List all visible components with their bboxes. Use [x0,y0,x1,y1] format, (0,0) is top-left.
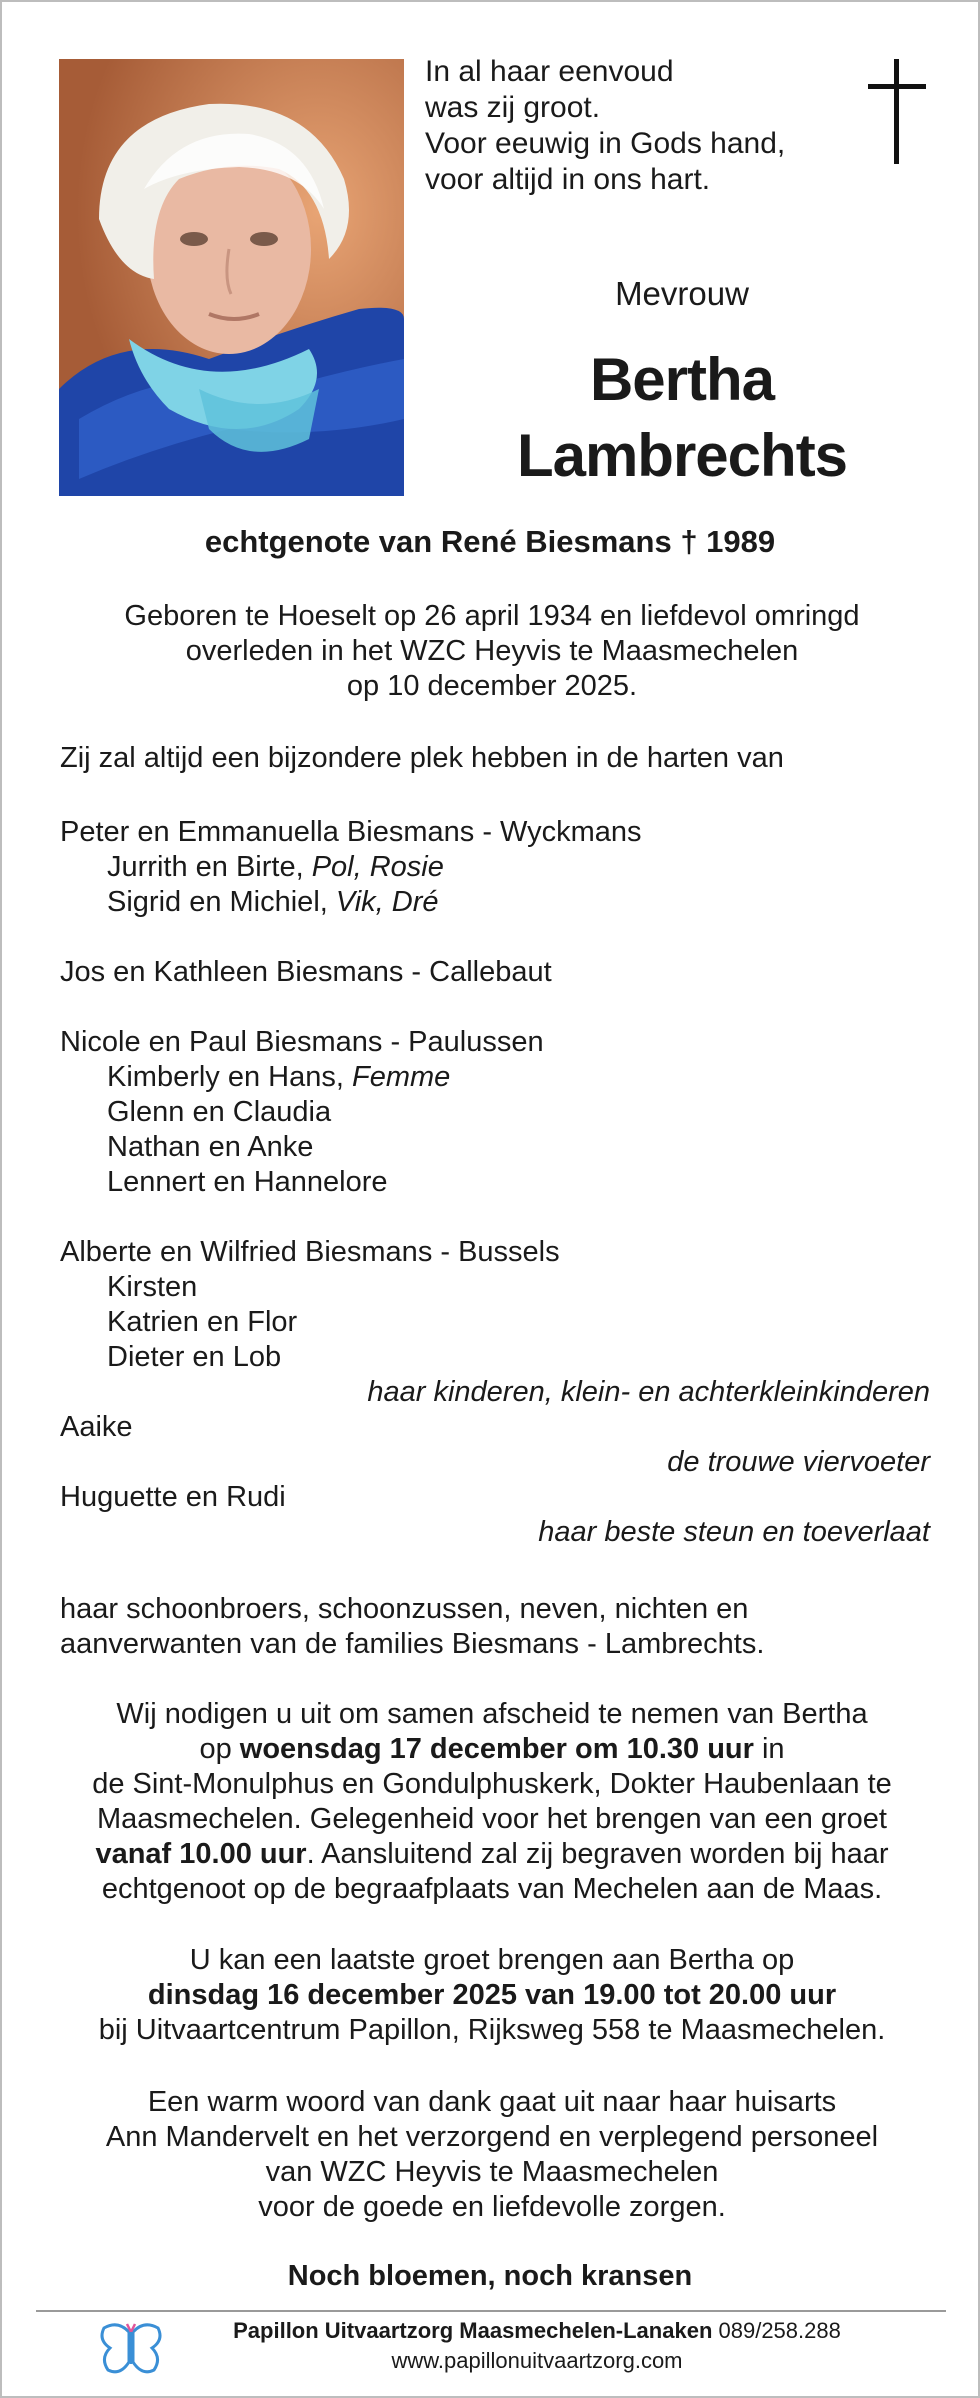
thanks-line: Een warm woord van dank gaat uit naar haar huisarts [147,2086,837,2118]
family-role: de trouwe viervoeter [667,1446,930,1478]
member-names: Katrien en Flor [107,1306,298,1338]
closing-note: Noch bloemen, noch kransen [287,2260,693,2292]
family-spacer [60,920,930,955]
memorial-poem [425,54,785,198]
greeting-time: vanaf 10.00 uur [95,1838,307,1870]
cross-icon [862,59,932,164]
family-member-child [60,1165,930,1200]
visitation-info [62,1943,922,2048]
member-names: Nathan en Anke [107,1131,314,1163]
thanks-line: van WZC Heyvis te Maasmechelen [265,2156,719,2188]
visitation-line: bij Uitvaartcentrum Papillon, Rijksweg 558 te Maasmechelen. [98,2014,886,2046]
family-spacer [60,990,930,1025]
company-line [182,2316,892,2346]
grandchildren-names: Vik, Dré [335,886,439,918]
company-phone: 089/258.288 [712,2318,841,2343]
family-list [60,815,930,1550]
family-member-child [60,1130,930,1165]
family-member-child [60,850,930,885]
member-names: Jos en Kathleen Biesmans - Callebaut [60,956,552,988]
info-line: overleden in het WZC Heyvis te Maasmechelen [185,635,799,667]
family-member-child [60,1060,930,1095]
family-member [60,815,930,850]
family-member-child [60,885,930,920]
thanks-line: Ann Mandervelt en het verzorgend en verplegend personeel [105,2121,879,2153]
family-role: haar beste steun en toeverlaat [538,1516,930,1548]
funeral-date: woensdag 17 december om 10.30 uur [239,1733,754,1765]
funeral-line: echtgenoot op de begraafplaats van Mechelen aan de Maas. [101,1873,883,1905]
info-line: Geboren te Hoeselt op 26 april 1934 en liefdevol omringd [124,600,860,632]
funeral-line: de Sint-Monulphus en Gondulphuskerk, Dokter Haubenlaan te [92,1768,892,1800]
spouse-line: echtgenote van René Biesmans † 1989 [204,524,776,559]
member-names: Glenn en Claudia [107,1096,332,1128]
member-names: Aaike [60,1411,133,1443]
family-member [60,1235,930,1270]
member-names: Lennert en Hannelore [107,1166,388,1198]
family-member [60,1410,930,1445]
grandchildren-names: Pol, Rosie [311,851,444,883]
extended-family [60,1592,930,1662]
funeral-text: op [199,1733,240,1765]
family-member [60,1480,930,1515]
member-names: Jurrith en Birte, [107,851,312,883]
visitation-date: dinsdag 16 december 2025 van 19.00 tot 20.00 uur [147,1979,837,2011]
funeral-line: Maasmechelen. Gelegenheid voor het brengen van een groet [97,1803,887,1835]
deceased-name [422,342,942,494]
family-member-child [60,1305,930,1340]
member-names: Peter en Emmanuella Biesmans - Wyckmans [60,816,642,848]
funeral-line [62,1837,922,1872]
poem-line: In al haar eenvoud [425,55,674,88]
honorific: Mevrouw [615,275,749,312]
extended-line: haar schoonbroers, schoonzussen, neven, nichten en [60,1593,749,1625]
funeral-home-info [182,2316,892,2376]
company-name: Papillon Uitvaartzorg Maasmechelen-Lanaken [233,2318,713,2343]
member-names: Alberte en Wilfried Biesmans - Bussels [60,1236,560,1268]
last-name: Lambrechts [516,422,848,489]
company-website[interactable]: www.papillonuitvaartzorg.com [391,2348,683,2373]
info-line: op 10 december 2025. [346,670,638,702]
family-member [60,955,930,990]
birth-death-info [62,599,922,704]
funeral-line: Wij nodigen u uit om samen afscheid te nemen van Bertha [116,1698,868,1730]
poem-line: was zij groot. [425,91,601,124]
funeral-text: . Aansluitend zal zij begraven worden bij haar [306,1838,889,1870]
first-name: Bertha [589,346,775,413]
family-spacer [60,1200,930,1235]
family-intro: Zij zal altijd een bijzondere plek hebben in de harten van [60,742,784,774]
funeral-info [62,1697,922,1907]
thanks-line: voor de goede en liefdevolle zorgen. [258,2191,726,2223]
visitation-line: U kan een laatste groet brengen aan Bertha op [189,1944,795,1976]
member-names: Kirsten [107,1271,198,1303]
grandchildren-names: Femme [352,1061,451,1093]
family-member-child [60,1095,930,1130]
family-member [60,1025,930,1060]
poem-line: voor altijd in ons hart. [425,163,711,196]
member-names: Nicole en Paul Biesmans - Paulussen [60,1026,544,1058]
family-member-child [60,1270,930,1305]
member-names: Dieter en Lob [107,1341,282,1373]
member-names: Sigrid en Michiel, [107,886,336,918]
thanks-message [62,2085,922,2225]
funeral-text: in [753,1733,785,1765]
poem-line: Voor eeuwig in Gods hand, [425,127,786,160]
portrait-photo [59,59,404,496]
family-member-child [60,1340,930,1375]
funeral-line [62,1732,922,1767]
footer-divider [36,2310,946,2312]
family-role: haar kinderen, klein- en achterkleinkinderen [367,1376,930,1408]
member-names: Huguette en Rudi [60,1481,286,1513]
butterfly-logo-icon [98,2318,164,2378]
member-names: Kimberly en Hans, [107,1061,352,1093]
portrait-image [59,59,404,496]
extended-line: aanverwanten van de families Biesmans - Lambrechts. [60,1628,765,1660]
